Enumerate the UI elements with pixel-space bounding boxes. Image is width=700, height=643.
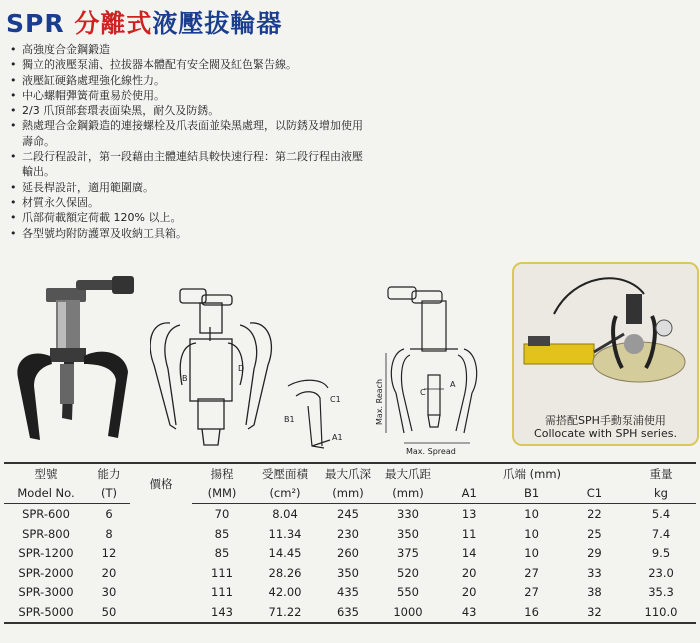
header-price: 價格 [130, 463, 192, 504]
cell-b1: 16 [500, 602, 562, 623]
cell-capacity: 12 [101, 546, 117, 561]
cell-stroke: 70 [214, 506, 230, 521]
cell-b1: 27 [524, 565, 539, 580]
caption-en: Collocate with SPH series. [534, 427, 677, 440]
table-row [4, 602, 696, 623]
header-spread-en: (mm) [378, 484, 438, 504]
header-area: 受壓面積 [252, 463, 318, 484]
cell-reach: 635 [318, 602, 378, 623]
cell-a1: 14 [461, 546, 477, 561]
header-jaw-tip: 爪端 (mm) [438, 463, 626, 484]
label-c: C [420, 388, 426, 397]
table-row [4, 583, 696, 603]
cell-price [130, 543, 192, 563]
puller-photo [0, 268, 160, 458]
header-a1: A1 [438, 484, 500, 504]
three-jaw-drawing [150, 285, 280, 455]
feature-item: • 熱處理合金鋼鍛造的連接螺栓及爪表面並染黑處理，以防銹及增加使用壽命。 [10, 118, 370, 149]
table-header-row-en [4, 484, 696, 504]
feature-item: • 各型號均附防護罩及收納工具箱。 [10, 226, 370, 241]
header-stroke: 揚程 [192, 463, 252, 484]
header-model: 型號 [4, 463, 88, 484]
feature-list [10, 42, 370, 241]
photo-caption [514, 414, 697, 440]
cell-a1: 20 [461, 585, 477, 600]
label-a: A [450, 380, 456, 389]
cell-reach: 245 [337, 506, 359, 521]
pump-illustration [514, 264, 697, 404]
header-capacity-en: (T) [88, 484, 130, 504]
cell-price [130, 602, 192, 623]
label-b1: B1 [284, 415, 295, 424]
table-row [4, 543, 696, 563]
feature-item: • 延長桿設計，適用範圍廣。 [10, 180, 370, 195]
cell-c1: 29 [587, 546, 602, 561]
table-body [4, 504, 696, 623]
cell-a1: 20 [461, 565, 477, 580]
table-row [4, 524, 696, 544]
cell-spread: 520 [397, 565, 419, 580]
header-c1: C1 [563, 484, 626, 504]
header-model-en: Model No. [4, 484, 88, 504]
cell-capacity: 50 [88, 602, 130, 623]
cell-a1: 43 [438, 602, 500, 623]
label-a1: A1 [332, 433, 343, 442]
cell-c1: 32 [563, 602, 626, 623]
title-red: 分離式 [74, 9, 153, 38]
title-blue: 液壓拔輪器 [152, 9, 283, 38]
cell-model: SPR-2000 [18, 565, 74, 580]
cell-weight: 5.4 [651, 506, 671, 521]
header-spread: 最大爪距 [378, 463, 438, 484]
header-reach-en: (mm) [318, 484, 378, 504]
cell-stroke: 85 [214, 546, 230, 561]
feature-item: • 高強度合金鋼鍛造 [10, 42, 370, 57]
cell-capacity: 20 [101, 565, 117, 580]
header-weight: 重量 [626, 463, 696, 484]
header-capacity: 能力 [88, 463, 130, 484]
caption-zh: 需搭配SPH手動泵浦使用 [545, 414, 666, 427]
cell-reach: 230 [337, 526, 359, 541]
cell-c1: 25 [587, 526, 602, 541]
cell-b1: 10 [524, 526, 539, 541]
cell-weight: 7.4 [651, 526, 671, 541]
cell-c1: 22 [587, 506, 602, 521]
feature-item: • 材質永久保固。 [10, 195, 370, 210]
cell-stroke: 85 [214, 526, 230, 541]
feature-item: • 爪部荷載額定荷載 120% 以上。 [10, 210, 370, 225]
cell-stroke: 143 [192, 602, 252, 623]
cell-weight: 110.0 [626, 602, 696, 623]
feature-item: • 2/3 爪頂部套環表面染黑，耐久及防銹。 [10, 103, 370, 118]
spec-table [4, 462, 696, 624]
cell-area: 71.22 [252, 602, 318, 623]
header-weight-en: kg [626, 484, 696, 504]
cell-area: 42.00 [268, 585, 302, 600]
feature-item: • 二段行程設計，第一段藉由主體連結具較快速行程：第二段行程由液壓輸出。 [10, 149, 370, 180]
cell-area: 28.26 [268, 565, 302, 580]
cell-model: SPR-1200 [18, 546, 74, 561]
header-b1: B1 [500, 484, 562, 504]
cell-c1: 38 [587, 585, 602, 600]
label-max-reach: Max. Reach [375, 378, 384, 425]
header-reach: 最大爪深 [318, 463, 378, 484]
table-row [4, 563, 696, 583]
cell-a1: 13 [461, 506, 477, 521]
cell-model: SPR-5000 [4, 602, 88, 623]
label-b: B [182, 374, 188, 383]
cell-price [130, 563, 192, 583]
two-jaw-drawing [370, 283, 510, 458]
cell-capacity: 30 [101, 585, 117, 600]
cell-area: 11.34 [268, 526, 302, 541]
cell-spread: 375 [397, 546, 419, 561]
cell-model: SPR-600 [22, 506, 70, 521]
cell-model: SPR-800 [22, 526, 70, 541]
feature-item: • 中心螺帽彈簧荷重易於使用。 [10, 88, 370, 103]
title-brand: SPR [6, 9, 65, 38]
cell-price [130, 504, 192, 524]
cell-spread: 330 [397, 506, 419, 521]
cell-spread: 1000 [378, 602, 438, 623]
cell-reach: 260 [337, 546, 359, 561]
cell-capacity: 6 [105, 506, 113, 521]
table-row [4, 504, 696, 524]
cell-weight: 35.3 [648, 585, 674, 600]
cell-area: 8.04 [272, 506, 298, 521]
cell-b1: 10 [524, 506, 539, 521]
cell-model: SPR-3000 [18, 585, 74, 600]
jaw-tip-detail [282, 376, 352, 456]
cell-stroke: 111 [211, 565, 233, 580]
label-max-spread: Max. Spread [406, 447, 456, 456]
cell-reach: 350 [337, 565, 359, 580]
label-d: D [238, 364, 245, 373]
cell-price [130, 524, 192, 544]
cell-c1: 33 [587, 565, 602, 580]
show-through-background [480, 0, 700, 260]
cell-price [130, 583, 192, 603]
cell-stroke: 111 [211, 585, 233, 600]
header-stroke-en: (MM) [192, 484, 252, 504]
feature-item: • 液壓缸硬鉻處理強化線性力。 [10, 73, 370, 88]
cell-area: 14.45 [268, 546, 302, 561]
cell-weight: 23.0 [648, 565, 674, 580]
label-c1: C1 [330, 395, 341, 404]
cell-spread: 550 [397, 585, 419, 600]
cell-reach: 435 [337, 585, 359, 600]
cell-b1: 10 [524, 546, 539, 561]
cell-capacity: 8 [105, 526, 113, 541]
cell-spread: 350 [397, 526, 419, 541]
table-header-row-zh [4, 463, 696, 484]
page-title [6, 4, 282, 40]
header-area-en: (cm²) [252, 484, 318, 504]
cell-weight: 9.5 [651, 546, 671, 561]
cell-b1: 27 [524, 585, 539, 600]
sph-pump-photo [512, 262, 699, 446]
feature-item: • 獨立的液壓泵浦、拉拔器本體配有安全閥及紅色緊告線。 [10, 57, 370, 72]
cell-a1: 11 [461, 526, 477, 541]
